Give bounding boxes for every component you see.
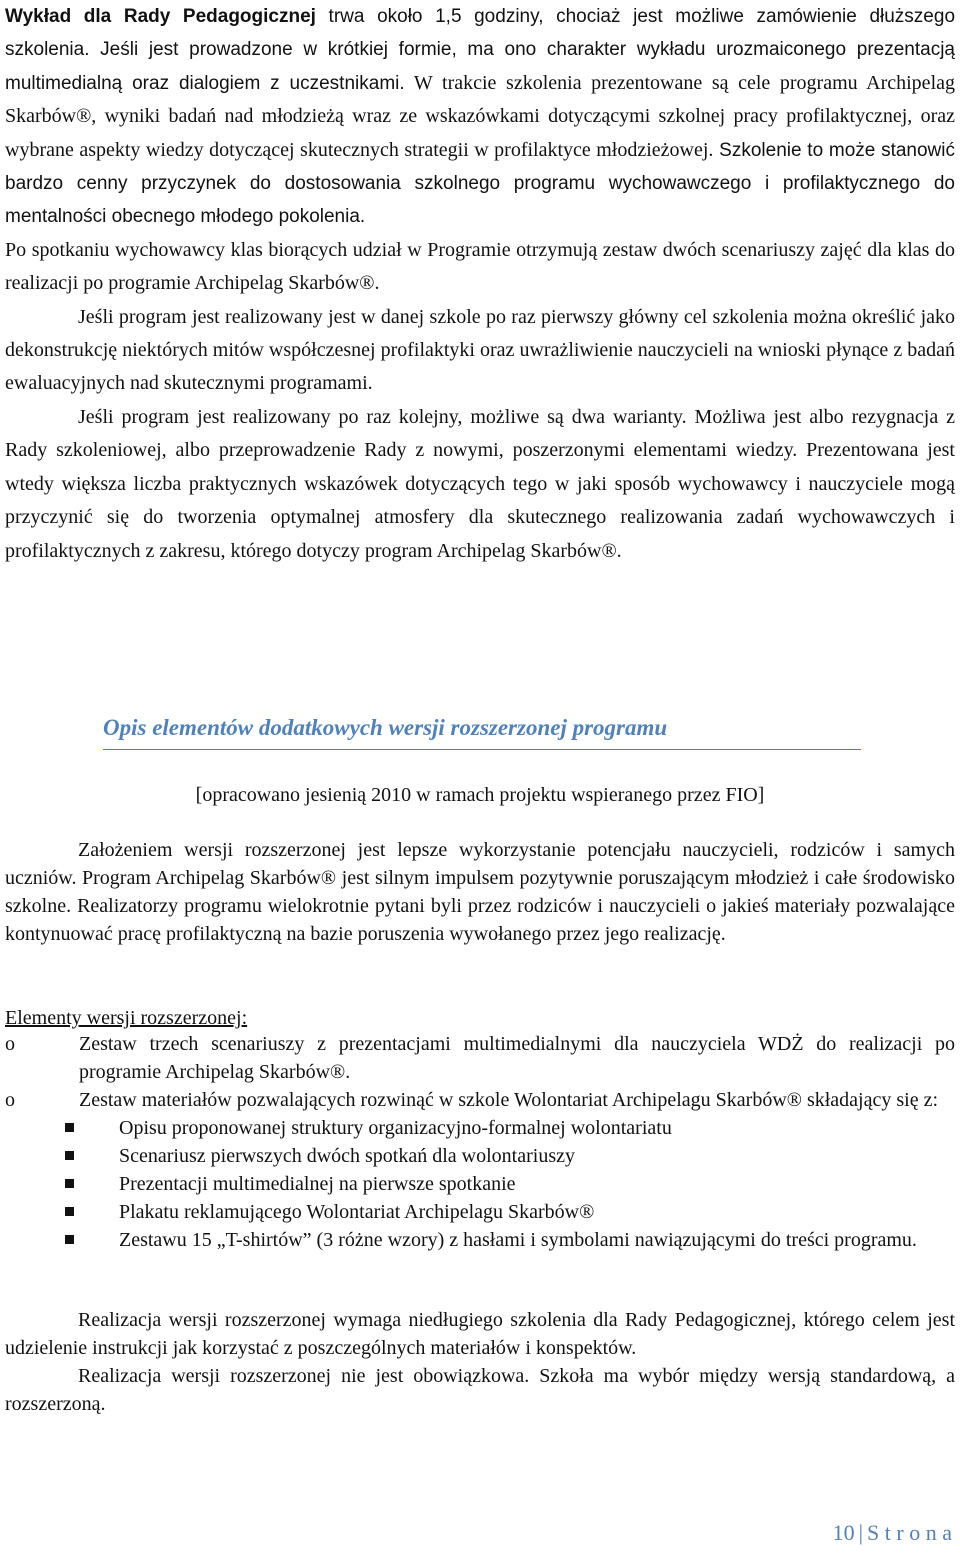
list-item-text: Zestaw materiałów pozwalających rozwinąć w szkole Wolontariat Archipelagu Skarbów® składający się z: xyxy=(79,1089,939,1111)
sub-list-item-text: Scenariusz pierwszych dwóch spotkań dla wolontariuszy xyxy=(119,1145,575,1167)
square-bullet-icon xyxy=(65,1151,74,1160)
sub-list-item xyxy=(62,1226,955,1254)
square-bullet-icon xyxy=(65,1123,74,1132)
section-closing-block xyxy=(5,1306,955,1418)
list-marker: o xyxy=(5,1089,15,1111)
intro-block xyxy=(5,0,955,568)
footer-separator: | xyxy=(858,1520,864,1545)
square-bullet-icon xyxy=(65,1235,74,1244)
page-number: 10 xyxy=(832,1520,855,1545)
square-bullet-icon xyxy=(65,1179,74,1188)
sub-list-item xyxy=(62,1198,955,1226)
section-paragraph-2: Realizacja wersji rozszerzonej wymaga niedługiego szkolenia dla Rady Pedagogicznej, którego celem jest udzielenie instrukcji jak korzystać z poszczególnych materiałów i konspektów. xyxy=(5,1309,955,1359)
sub-list-item xyxy=(62,1114,955,1142)
footer-label: S t r o n a xyxy=(867,1520,952,1545)
list-item-text: Zestaw trzech scenariuszy z prezentacjami multimedialnymi dla nauczyciela WDŻ do realizacji po programie Archipelag Skarbów®. xyxy=(79,1033,955,1083)
lead-bold: Wykład dla Rady Pedagogicznej xyxy=(5,6,316,27)
list-item xyxy=(5,1030,955,1086)
intro-paragraph-2: Po spotkaniu wychowawcy klas biorących udział w Programie otrzymują zestaw dwóch scenariuszy zajęć dla klas do realizacji po programie Archipelag Skarbów®. xyxy=(5,238,955,295)
section-note: [opracowano jesienią 2010 w ramach projektu wspieranego przez FIO] xyxy=(195,784,765,806)
sub-list-item-text: Plakatu reklamującego Wolontariat Archipelagu Skarbów® xyxy=(119,1201,595,1223)
intro-paragraph-4: Jeśli program jest realizowany po raz kolejny, możliwe są dwa warianty. Możliwa jest albo rezygnacja z Rady szkoleniowej, albo przeprowadzenie Rady z nowymi, poszerzonymi elementami wiedzy. Prezentowana jest wtedy większa liczba praktycznych wskazówek dotyczących tego w jaki sposób wychowawcy i nauczyciele mogą przyczynić się do tworzenia optymalnej atmosfery dla skutecznego realizowania zadań wychowawczych i profilaktycznych z zakresu, którego dotyczy program Archipelag Skarbów®. xyxy=(5,405,955,562)
sub-list-item xyxy=(62,1142,955,1170)
lead-serif-text: W trakcie szkolenia prezentowane są cele programu Archipelag Skarbów®, wyniki badań nad młodzieżą wraz ze wskazówkami dotyczącymi szkolnej pracy profilaktycznej, oraz wybrane aspekty wiedzy dotyczącej skutecznych strategii w profilaktyce młodzieżowej. xyxy=(5,71,955,161)
section-title-text: Opis elementów dodatkowych wersji rozszerzonej programu xyxy=(103,715,668,740)
elements-list xyxy=(5,1030,955,1254)
sub-list-item-text: Zestawu 15 „T-shirtów” (3 różne wzory) z hasłami i symbolami nawiązującymi do treści programu. xyxy=(119,1229,917,1251)
intro-paragraph-1 xyxy=(5,0,955,234)
sub-list-item-text: Opisu proponowanej struktury organizacyjno-formalnej wolontariatu xyxy=(119,1117,672,1139)
section-paragraph-3: Realizacja wersji rozszerzonej nie jest obowiązkowa. Szkoła ma wybór między wersją standardową, a rozszerzoną. xyxy=(5,1365,955,1415)
section-intro-block xyxy=(5,836,955,948)
sub-list-item xyxy=(62,1170,955,1198)
page-footer xyxy=(833,1518,952,1548)
lead-sans-text: Szkolenie to może stanowić bardzo cenny przyczynek do dostosowania szkolnego programu wychowawczego i profilaktycznego do mentalności obecnego młodego pokolenia. xyxy=(5,139,955,228)
square-bullet-icon xyxy=(65,1207,74,1216)
sub-list-item-text: Prezentacji multimedialnej na pierwsze spotkanie xyxy=(119,1173,516,1195)
section-title xyxy=(103,713,861,750)
intro-paragraph-3: Jeśli program jest realizowany jest w danej szkole po raz pierwszy główny cel szkolenia można określić jako dekonstrukcję niektórych mitów współczesnej profilaktyki oraz uwrażliwienie nauczycieli na wnioski płynące z badań ewaluacyjnych nad skutecznymi programami. xyxy=(5,305,955,395)
section-paragraph-1: Założeniem wersji rozszerzonej jest lepsze wykorzystanie potencjału nauczycieli, rodziców i samych uczniów. Program Archipelag Skarbów® jest silnym impulsem pozytywnie poruszającym młodzież i całe środowisko szkolne. Realizatorzy programu wielokrotnie pytani byli przez rodziców i nauczycieli o jakieś materiały pozwalające kontynuować pracę profilaktyczną na bazie poruszenia wywołanego przez jego realizację. xyxy=(5,839,955,945)
list-marker: o xyxy=(5,1033,15,1055)
sub-list xyxy=(5,1114,955,1254)
lead-text: trwa około 1,5 godziny, chociaż jest możliwe zamówienie dłuższego szkolenia. Jeśli jest prowadzone w krótkiej formie, ma ono charakter wykładu urozmaiconego prezentacją multimedialną oraz dialogiem z uczestnikami. xyxy=(5,6,956,94)
list-item xyxy=(5,1086,955,1114)
elements-heading: Elementy wersji rozszerzonej: xyxy=(5,1007,248,1029)
